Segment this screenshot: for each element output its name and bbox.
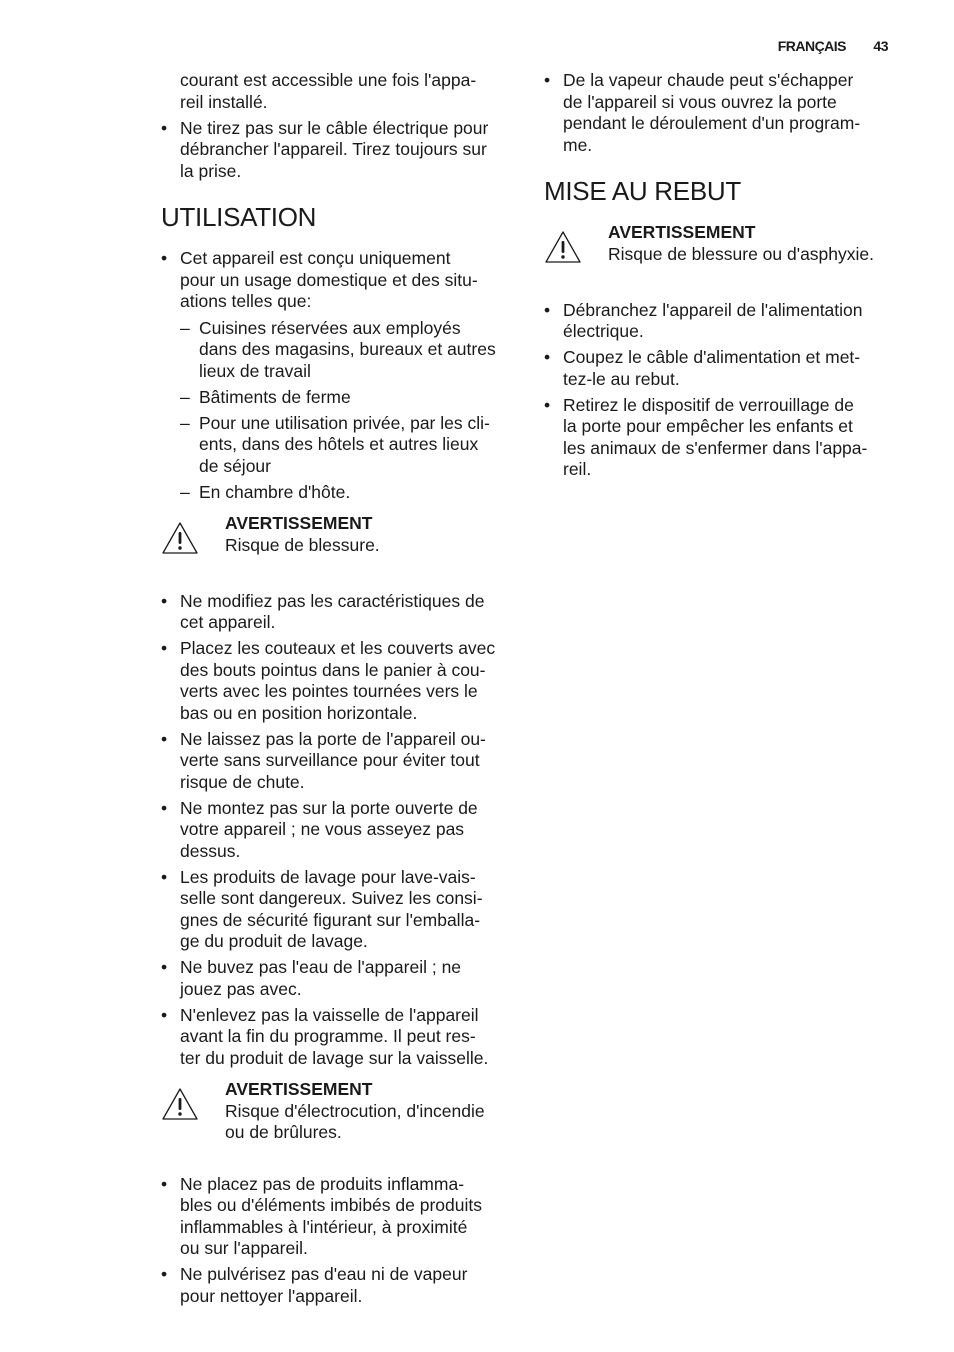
warning-box bbox=[161, 1079, 517, 1144]
list-item: • Ne tirez pas sur le câble électrique pour débrancher l'appareil. Tirez toujours sur la prise. bbox=[161, 118, 517, 183]
list-item: • Ne pulvérisez pas d'eau ni de vapeur pour nettoyer l'appareil. bbox=[161, 1264, 517, 1307]
warning-triangle-icon bbox=[161, 513, 225, 561]
list-item: • De la vapeur chaude peut s'échapper de l'appareil si vous ouvrez la porte pendant le déroulement d'un program- me. bbox=[544, 70, 904, 156]
left-column bbox=[161, 70, 517, 1312]
section-heading-utilisation: UTILISATION bbox=[161, 202, 317, 232]
safety-list bbox=[161, 591, 517, 1070]
sub-list-item: – Cuisines réservées aux employés dans des magasins, bureaux et autres lieux de travail bbox=[180, 318, 517, 383]
list-item: • Débranchez l'appareil de l'alimentation électrique. bbox=[544, 300, 904, 343]
list-item: • Ne buvez pas l'eau de l'appareil ; ne jouez pas avec. bbox=[161, 957, 517, 1000]
list-item: • Ne placez pas de produits inflamma- bles ou d'éléments imbibés de produits inflammables à l'intérieur, à proximité ou sur l'appareil. bbox=[161, 1174, 517, 1260]
intro-list bbox=[544, 70, 904, 156]
warning-text: Risque d'électrocution, d'incendie ou de brûlures. bbox=[225, 1100, 485, 1142]
warning-title: AVERTISSEMENT bbox=[225, 513, 373, 533]
list-item: • Ne laissez pas la porte de l'appareil ou- verte sans surveillance pour éviter tout risque de chute. bbox=[161, 729, 517, 794]
warning-title: AVERTISSEMENT bbox=[608, 222, 756, 242]
usage-list bbox=[161, 248, 517, 503]
list-item: • Coupez le câble d'alimentation et met- tez-le au rebut. bbox=[544, 347, 904, 390]
warning-title: AVERTISSEMENT bbox=[225, 1079, 373, 1099]
list-item: • Retirez le dispositif de verrouillage de la porte pour empêcher les enfants et les animaux de s'enfermer dans l'appa- reil. bbox=[544, 395, 904, 481]
warning-box bbox=[161, 513, 517, 561]
warning-triangle-icon bbox=[161, 1079, 225, 1144]
sub-list-item: – Bâtiments de ferme bbox=[180, 387, 517, 409]
page-number: 43 bbox=[873, 38, 888, 54]
list-item: • Ne modifiez pas les caractéristiques de cet appareil. bbox=[161, 591, 517, 634]
list-item-text: Cet appareil est conçu uniquement pour un usage domestique et des situ- ations telles que: bbox=[180, 248, 478, 311]
sub-list-item: – En chambre d'hôte. bbox=[180, 482, 517, 504]
list-item: • Les produits de lavage pour lave-vais- selle sont dangereux. Suivez les consi- gnes de sécurité figurant sur l'emballa- ge du produit de lavage. bbox=[161, 867, 517, 953]
sub-list bbox=[180, 318, 517, 504]
warning-text: Risque de blessure. bbox=[225, 534, 380, 555]
page-header bbox=[778, 38, 888, 54]
fire-safety-list bbox=[161, 1174, 517, 1308]
list-item: • Placez les couteaux et les couverts avec des bouts pointus dans le panier à cou- verts avec les pointes tournées vers le bas ou en position horizontale. bbox=[161, 638, 517, 724]
section-heading-mise-au-rebut: MISE AU REBUT bbox=[544, 176, 741, 206]
right-column bbox=[544, 70, 904, 485]
list-item bbox=[161, 248, 517, 503]
warning-box bbox=[544, 222, 904, 270]
intro-list bbox=[161, 70, 517, 182]
disposal-list bbox=[544, 300, 904, 481]
warning-triangle-icon bbox=[544, 222, 608, 270]
language-label: FRANÇAIS bbox=[777, 38, 847, 54]
list-item: • Ne montez pas sur la porte ouverte de votre appareil ; ne vous asseyez pas dessus. bbox=[161, 798, 517, 863]
list-item: • N'enlevez pas la vaisselle de l'appareil avant la fin du programme. Il peut res- ter du produit de lavage sur la vaisselle. bbox=[161, 1005, 517, 1070]
list-item: courant est accessible une fois l'appa- reil installé. bbox=[180, 70, 477, 112]
warning-text: Risque de blessure ou d'asphyxie. bbox=[608, 243, 875, 264]
sub-list-item: – Pour une utilisation privée, par les cli- ents, dans des hôtels et autres lieux de séjour bbox=[180, 413, 517, 478]
